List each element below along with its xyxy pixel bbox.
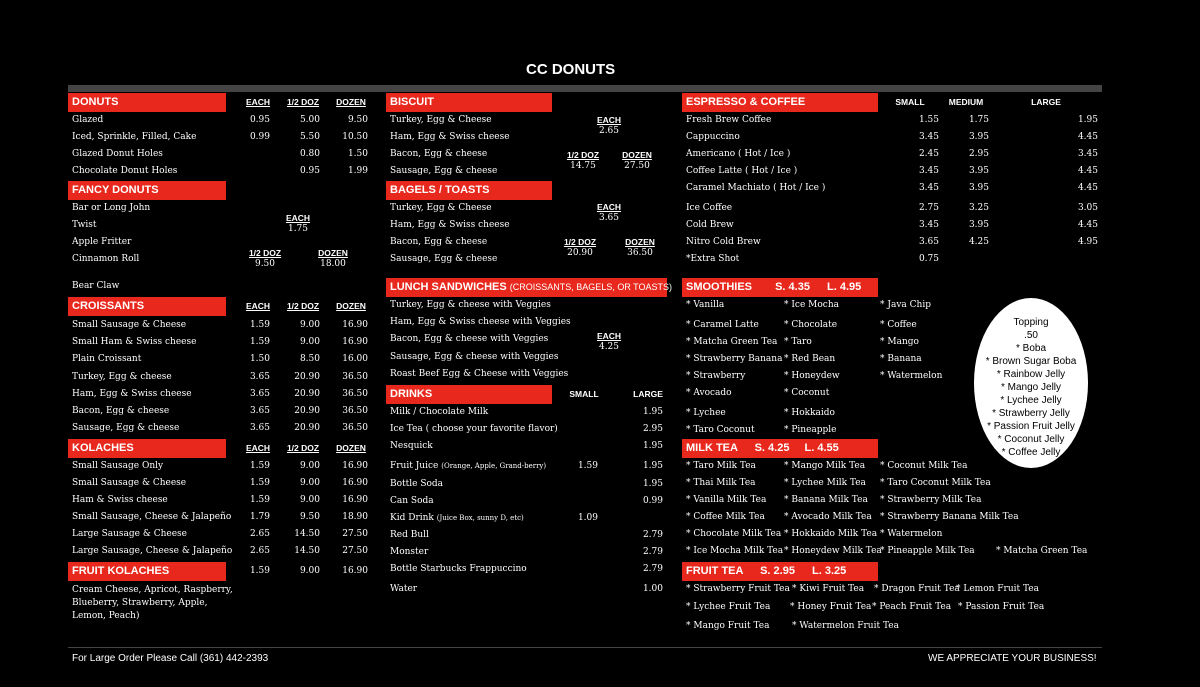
bagels-item: Bacon, Egg & cheese	[390, 237, 488, 247]
croissants-item-price: 8.50	[299, 354, 320, 365]
kolaches-header: KOLACHES	[68, 439, 226, 458]
milk-tea-item: * Banana Milk Tea	[784, 495, 868, 505]
drinks-large-price: 0.99	[642, 496, 663, 506]
espresso-item-price: 3.65	[918, 237, 939, 247]
espresso-item-name: *Extra Shot	[686, 254, 740, 264]
lunch-each-price: 4.25	[598, 342, 620, 352]
milk-tea-item: * Hokkaido Milk Tea	[784, 529, 878, 539]
drinks-small-price: 1.59	[577, 461, 598, 471]
fancy-item: Apple Fritter	[72, 237, 132, 247]
espresso-item-price: 4.25	[968, 237, 989, 247]
smoothies-small-price: S. 4.35	[775, 281, 810, 293]
smoothie-item: * Matcha Green Tea	[686, 337, 778, 347]
croissants-item-name: Ham, Egg & Swiss cheese	[72, 388, 192, 399]
lunch-item: Sausage, Egg & cheese with Veggies	[390, 351, 559, 362]
kolaches-item-name: Small Sausage & Cheese	[72, 478, 187, 488]
donuts-item-price: 0.99	[249, 132, 270, 142]
smoothie-item: * Vanilla	[686, 300, 725, 310]
biscuit-half-price: 14.75	[570, 161, 596, 171]
donuts-item-price: 1.50	[347, 149, 368, 159]
smoothie-item: * Coffee	[880, 320, 917, 330]
drink-name: Monster	[390, 547, 429, 557]
drink-name: Fruit Juice	[390, 461, 442, 471]
drink-name: Nesquick	[390, 441, 433, 451]
croissants-item-name: Small Ham & Swiss cheese	[72, 337, 197, 348]
fruit-tea-header	[682, 562, 878, 581]
fruit-tea-small-price: S. 2.95	[760, 565, 795, 577]
smoothie-item: * Caramel Latte	[686, 320, 759, 330]
fruit-tea-item: * Kiwi Fruit Tea	[792, 584, 865, 594]
smoothie-item: * Coconut	[784, 388, 830, 398]
top-divider	[68, 85, 1102, 92]
milk-tea-large-price: L. 4.55	[804, 442, 839, 454]
milk-tea-item: * Coconut Milk Tea	[880, 461, 968, 471]
espresso-item-price: 4.95	[1077, 237, 1098, 247]
espresso-item-price: 3.45	[918, 183, 939, 193]
lunch-item: Turkey, Egg & cheese with Veggies	[390, 300, 551, 310]
fancy-half-label: 1/2 DOZ	[248, 248, 282, 258]
espresso-item-price: 3.95	[968, 220, 989, 230]
fancy-dozen-price: 18.00	[320, 259, 346, 269]
fancy-each-label: EACH	[285, 213, 311, 223]
fruit-kolaches-dozen: 16.90	[342, 566, 368, 576]
espresso-item-price: 3.45	[1077, 149, 1098, 159]
drinks-large-price: 2.79	[642, 564, 663, 574]
espresso-col-large: LARGE	[1031, 97, 1061, 107]
lunch-item: Bacon, Egg & cheese with Veggies	[390, 334, 549, 345]
lunch-header	[386, 278, 672, 297]
kolaches-item-price: 1.59	[249, 461, 270, 471]
drinks-item-name	[390, 496, 434, 506]
smoothie-item: * Hokkaido	[784, 408, 835, 418]
croissants-item-price: 16.00	[342, 354, 368, 365]
donuts-item-price: 0.95	[249, 115, 270, 125]
milk-tea-item: * Taro Milk Tea	[686, 461, 756, 471]
milk-tea-item: * Coffee Milk Tea	[686, 512, 765, 522]
milk-tea-item: * Vanilla Milk Tea	[686, 495, 767, 505]
milk-tea-item: * Thai Milk Tea	[686, 478, 756, 488]
bagels-header: BAGELS / TOASTS	[386, 181, 552, 200]
drinks-large-price: 1.95	[642, 479, 663, 489]
kolaches-item-price: 14.50	[294, 529, 320, 539]
espresso-item-name: Fresh Brew Coffee	[686, 115, 772, 125]
croissants-item-price: 3.65	[249, 423, 270, 434]
croissants-col-half: 1/2 DOZ	[286, 301, 320, 311]
drinks-item-name	[390, 530, 429, 540]
donuts-item-name: Iced, Sprinkle, Filled, Cake	[72, 132, 197, 142]
biscuit-item: Sausage, Egg & cheese	[390, 166, 498, 176]
donuts-header: DONUTS	[68, 93, 226, 112]
fruit-tea-item: * Passion Fruit Tea	[958, 602, 1045, 612]
milk-tea-item: * Strawberry Banana Milk Tea	[880, 512, 1019, 522]
topping-item: * Rainbow Jelly	[996, 369, 1066, 380]
drinks-col-large: LARGE	[633, 389, 663, 399]
bagels-item: Turkey, Egg & Cheese	[390, 203, 492, 213]
fancy-half-price: 9.50	[254, 259, 276, 269]
kolaches-col-half: 1/2 DOZ	[286, 443, 320, 453]
smoothie-item: * Chocolate	[784, 320, 838, 330]
lunch-item: Roast Beef Egg & Cheese with Veggies	[390, 368, 569, 379]
drinks-large-price: 2.79	[642, 530, 663, 540]
bagels-item: Ham, Egg & Swiss cheese	[390, 220, 510, 230]
espresso-item-price: 1.75	[968, 115, 989, 125]
biscuit-dozen-price: 27.50	[624, 161, 650, 171]
croissants-header: CROISSANTS	[68, 297, 226, 316]
milk-tea-small-price: S. 4.25	[754, 442, 790, 454]
espresso-item-price: 4.45	[1077, 183, 1098, 193]
drinks-item-name	[390, 424, 558, 434]
drinks-item-name	[390, 479, 443, 489]
smoothies-header	[682, 278, 878, 297]
smoothie-item: * Lychee	[686, 408, 726, 418]
croissants-item-name: Sausage, Egg & cheese	[72, 423, 180, 434]
page-title: CC DONUTS	[526, 61, 616, 78]
milk-tea-item: * Watermelon	[880, 529, 943, 539]
kolaches-item-name: Large Sausage & Cheese	[72, 529, 188, 539]
fancy-item: Cinnamon Roll	[72, 254, 140, 264]
espresso-item-name: Americano ( Hot / Ice )	[686, 149, 791, 159]
donuts-col-dozen: DOZEN	[336, 97, 366, 107]
drinks-col-small: SMALL	[569, 389, 599, 399]
fruit-tea-large-price: L. 3.25	[812, 565, 847, 577]
drinks-item-name	[390, 584, 417, 594]
espresso-item-price: 3.05	[1077, 203, 1098, 213]
fruit-kolaches-half: 9.00	[299, 566, 320, 576]
croissants-item-price: 20.90	[294, 423, 320, 434]
fruit-tea-item: * Lychee Fruit Tea	[686, 602, 771, 612]
smoothie-item: * Honeydew	[784, 371, 840, 381]
topping-item: * Boba	[1015, 343, 1047, 354]
espresso-item-name: Nitro Cold Brew	[686, 237, 761, 247]
croissants-item-price: 3.65	[249, 388, 270, 399]
bottom-divider	[68, 647, 1102, 648]
croissants-item-price: 3.65	[249, 406, 270, 416]
croissants-item-price: 20.90	[294, 406, 320, 416]
kolaches-item-price: 9.50	[299, 512, 320, 522]
drink-note: (Orange, Apple, Grand-berry)	[441, 462, 547, 470]
milk-tea-item: * Mango Milk Tea	[784, 461, 866, 471]
drinks-large-price: 2.95	[642, 424, 663, 434]
donuts-item-name: Glazed	[72, 115, 104, 125]
fruit-tea-item: * Honey Fruit Tea	[790, 602, 872, 612]
kolaches-item-price: 9.00	[299, 461, 320, 471]
topping-item: * Coffee Jelly	[1001, 447, 1061, 458]
footer-phone: For Large Order Please Call (361) 442-2393	[72, 653, 269, 664]
espresso-item-price: 3.95	[968, 132, 989, 142]
kolaches-item-price: 2.65	[249, 529, 270, 539]
kolaches-item-price: 1.79	[249, 512, 270, 522]
lunch-header-sub: (CROISSANTS, BAGELS, OR TOASTS)	[509, 282, 672, 292]
croissants-item-price: 1.59	[249, 337, 270, 348]
espresso-item-price: 3.25	[968, 203, 989, 213]
biscuit-item: Ham, Egg & Swiss cheese	[390, 132, 510, 142]
drinks-large-price: 1.95	[642, 441, 663, 451]
bagels-dozen-price: 36.50	[627, 248, 653, 258]
kolaches-item-name: Large Sausage, Cheese & Jalapeño	[72, 546, 233, 556]
drink-name: Bottle Soda	[390, 479, 444, 489]
kolaches-item-price: 18.90	[342, 512, 368, 522]
fancy-donuts-header: FANCY DONUTS	[68, 181, 226, 200]
kolaches-item-price: 9.00	[299, 478, 320, 488]
smoothie-item: * Strawberry	[686, 371, 746, 381]
milk-tea-item: * Taro Coconut Milk Tea	[880, 478, 991, 488]
fruit-tea-item: * Lemon Fruit Tea	[956, 584, 1039, 594]
smoothie-item: * Taro	[784, 337, 812, 347]
fruit-kolaches-each: 1.59	[249, 566, 270, 576]
croissants-item-price: 1.59	[249, 320, 270, 330]
donuts-item-price: 9.50	[347, 115, 368, 125]
kolaches-item-price: 9.00	[299, 495, 320, 505]
bagels-half-price: 20.90	[567, 248, 593, 258]
biscuit-dozen-label: DOZEN	[622, 150, 652, 160]
drinks-item-name	[390, 513, 524, 523]
smoothie-item: * Avocado	[686, 388, 732, 398]
kolaches-item-price: 27.50	[342, 529, 368, 539]
croissants-item-price: 9.00	[299, 320, 320, 330]
topping-bubble	[974, 298, 1088, 468]
fruit-tea-item: * Dragon Fruit Tea	[874, 584, 960, 594]
fruit-kolaches-flavors: Cream Cheese, Apricot, Raspberry,	[72, 585, 233, 595]
smoothies-large-price: L. 4.95	[827, 281, 862, 293]
bagels-half-label: 1/2 DOZ	[563, 237, 597, 247]
biscuit-half-label: 1/2 DOZ	[566, 150, 600, 160]
lunch-header-title: LUNCH SANDWICHES	[390, 281, 507, 293]
croissants-item-name: Bacon, Egg & cheese	[72, 406, 170, 416]
topping-price: .50	[1024, 330, 1038, 341]
kolaches-item-price: 1.59	[249, 478, 270, 488]
milk-tea-header	[682, 439, 878, 458]
espresso-item-price: 3.45	[918, 220, 939, 230]
smoothie-item: * Red Bean	[784, 354, 836, 364]
bagels-each-price: 3.65	[598, 213, 620, 223]
milk-tea-item: * Matcha Green Tea	[996, 546, 1088, 556]
espresso-item-price: 3.95	[968, 183, 989, 193]
donuts-item-price: 1.99	[347, 166, 368, 176]
croissants-col-each: EACH	[245, 301, 271, 311]
croissants-item-price: 1.50	[249, 354, 270, 365]
milk-tea-title: MILK TEA	[686, 442, 738, 454]
espresso-item-price: 0.75	[918, 254, 939, 264]
donuts-item-price: 10.50	[342, 132, 368, 142]
espresso-item-name: Ice Coffee	[686, 203, 733, 213]
fruit-tea-item: * Peach Fruit Tea	[872, 602, 952, 612]
drinks-item-name	[390, 547, 428, 557]
espresso-item-price: 4.45	[1077, 220, 1098, 230]
smoothie-item: * Watermelon	[880, 371, 943, 381]
fancy-each-price: 1.75	[287, 224, 309, 234]
fruit-tea-title: FRUIT TEA	[686, 565, 744, 577]
smoothie-item: * Java Chip	[880, 300, 931, 310]
kolaches-item-name: Small Sausage Only	[72, 461, 164, 471]
kolaches-col-each: EACH	[245, 443, 271, 453]
espresso-col-medium: MEDIUM	[948, 97, 984, 107]
drinks-large-price: 1.00	[642, 584, 663, 594]
fancy-item: Bar or Long John	[72, 203, 151, 213]
kolaches-item-price: 16.90	[342, 461, 368, 471]
fruit-tea-item: * Strawberry Fruit Tea	[686, 584, 790, 594]
donuts-item-price: 0.95	[299, 166, 320, 176]
bagels-each-label: EACH	[596, 202, 622, 212]
milk-tea-item: * Honeydew Milk Tea	[784, 546, 882, 556]
topping-item: * Brown Sugar Boba	[985, 356, 1077, 367]
espresso-item-name: Cappuccino	[686, 132, 740, 142]
drinks-large-price: 1.95	[642, 461, 663, 471]
espresso-item-name: Caramel Machiato ( Hot / Ice )	[686, 183, 826, 193]
kolaches-item-price: 16.90	[342, 478, 368, 488]
topping-title: Topping	[1013, 317, 1049, 328]
biscuit-each-label: EACH	[596, 115, 622, 125]
espresso-item-price: 3.45	[918, 132, 939, 142]
topping-item: * Lychee Jelly	[1000, 395, 1062, 406]
topping-item: * Strawberry Jelly	[992, 408, 1070, 419]
espresso-header: ESPRESSO & COFFEE	[682, 93, 878, 112]
drinks-large-price: 2.79	[642, 547, 663, 557]
drink-name: Milk / Chocolate Milk	[390, 407, 489, 417]
kolaches-item-price: 14.50	[294, 546, 320, 556]
drink-name: Ice Tea ( choose your favorite flavor)	[390, 424, 558, 434]
croissants-item-price: 20.90	[294, 371, 320, 382]
croissants-item-price: 16.90	[342, 337, 368, 348]
espresso-item-price: 1.55	[918, 115, 939, 125]
fancy-item: Bear Claw	[72, 281, 120, 291]
drink-name: Water	[390, 584, 418, 594]
fruit-kolaches-flavors: Lemon, Peach)	[72, 611, 140, 621]
drinks-item-name	[390, 461, 546, 471]
drink-name: Bottle Starbucks Frappuccino	[390, 564, 527, 574]
kolaches-item-price: 2.65	[249, 546, 270, 556]
fruit-tea-item: * Watermelon Fruit Tea	[792, 621, 899, 631]
milk-tea-item: * Pineapple Milk Tea	[880, 546, 975, 556]
biscuit-item: Turkey, Egg & Cheese	[390, 115, 492, 125]
kolaches-col-dozen: DOZEN	[336, 443, 366, 453]
drinks-small-price: 1.09	[577, 513, 598, 523]
donuts-item-price: 5.50	[299, 132, 320, 142]
topping-item: * Passion Fruit Jelly	[987, 421, 1075, 432]
croissants-item-price: 9.00	[299, 337, 320, 348]
croissants-item-price: 20.90	[294, 388, 320, 399]
drink-name: Red Bull	[390, 530, 429, 540]
espresso-item-price: 3.95	[968, 166, 989, 176]
espresso-item-price: 2.75	[918, 203, 939, 213]
drinks-large-price: 1.95	[642, 407, 663, 417]
smoothie-item: * Ice Mocha	[784, 300, 839, 310]
espresso-item-price: 3.45	[918, 166, 939, 176]
bagels-dozen-label: DOZEN	[625, 237, 655, 247]
smoothie-item: * Taro Coconut	[686, 425, 755, 435]
donuts-col-each: EACH	[245, 97, 271, 107]
bagels-item: Sausage, Egg & cheese	[390, 254, 498, 264]
donuts-item-name: Glazed Donut Holes	[72, 149, 163, 159]
croissants-item-name: Turkey, Egg & cheese	[72, 371, 172, 382]
drink-name: Can Soda	[390, 496, 434, 506]
espresso-item-price: 2.95	[968, 149, 989, 159]
croissants-col-dozen: DOZEN	[336, 301, 366, 311]
smoothie-item: * Strawberry Banana	[686, 354, 783, 364]
croissants-item-name: Plain Croissant	[72, 354, 142, 365]
donuts-item-price: 0.80	[299, 149, 320, 159]
donuts-item-price: 5.00	[299, 115, 320, 125]
espresso-item-price: 1.95	[1077, 115, 1098, 125]
kolaches-item-price: 1.59	[249, 495, 270, 505]
biscuit-header: BISCUIT	[386, 93, 552, 112]
biscuit-each-price: 2.65	[598, 126, 620, 136]
lunch-item: Ham, Egg & Swiss cheese with Veggies	[390, 317, 571, 328]
smoothie-item: * Mango	[880, 337, 919, 347]
kolaches-item-name: Ham & Swiss cheese	[72, 495, 168, 505]
croissants-item-price: 36.50	[342, 406, 368, 416]
drink-name: Kid Drink	[390, 513, 437, 523]
lunch-each-label: EACH	[596, 331, 622, 341]
espresso-item-name: Coffee Latte ( Hot / Ice )	[686, 166, 798, 176]
croissants-item-price: 36.50	[342, 371, 368, 382]
donuts-item-name: Chocolate Donut Holes	[72, 166, 178, 176]
smoothies-title: SMOOTHIES	[686, 281, 753, 293]
espresso-item-price: 2.45	[918, 149, 939, 159]
espresso-item-price: 4.45	[1077, 132, 1098, 142]
milk-tea-item: * Avocado Milk Tea	[784, 512, 872, 522]
milk-tea-item: * Lychee Milk Tea	[784, 478, 866, 488]
milk-tea-item: * Ice Mocha Milk Tea	[686, 546, 784, 556]
drinks-item-name	[390, 564, 527, 574]
topping-item: * Mango Jelly	[1000, 382, 1062, 393]
croissants-item-name: Small Sausage & Cheese	[72, 320, 187, 330]
croissants-item-price: 36.50	[342, 388, 368, 399]
croissants-item-price: 16.90	[342, 320, 368, 330]
fruit-tea-item: * Mango Fruit Tea	[686, 621, 770, 631]
fruit-kolaches-flavors: Blueberry, Strawberry, Apple,	[72, 598, 208, 608]
drink-note: (Juice Box, sunny D, etc)	[436, 514, 524, 522]
croissants-item-price: 36.50	[342, 423, 368, 434]
drinks-item-name	[390, 441, 433, 451]
croissants-item-price: 3.65	[249, 371, 270, 382]
kolaches-item-price: 16.90	[342, 495, 368, 505]
fruit-kolaches-header: FRUIT KOLACHES	[68, 562, 226, 581]
drinks-item-name	[390, 407, 488, 417]
espresso-item-price: 4.45	[1077, 166, 1098, 176]
smoothie-item: * Banana	[880, 354, 922, 364]
kolaches-item-price: 27.50	[342, 546, 368, 556]
donuts-col-half: 1/2 DOZ	[286, 97, 320, 107]
smoothie-item: * Pineapple	[784, 425, 837, 435]
drinks-header: DRINKS	[386, 385, 552, 404]
biscuit-item: Bacon, Egg & cheese	[390, 149, 488, 159]
kolaches-item-name: Small Sausage, Cheese & Jalapeño	[72, 512, 232, 522]
footer-thanks: WE APPRECIATE YOUR BUSINESS!	[928, 653, 1097, 664]
milk-tea-item: * Strawberry Milk Tea	[880, 495, 982, 505]
topping-item: * Coconut Jelly	[997, 434, 1065, 445]
espresso-col-small: SMALL	[895, 97, 925, 107]
fancy-dozen-label: DOZEN	[318, 248, 348, 258]
milk-tea-item: * Chocolate Milk Tea	[686, 529, 782, 539]
fancy-item: Twist	[72, 220, 97, 230]
espresso-item-name: Cold Brew	[686, 220, 734, 230]
